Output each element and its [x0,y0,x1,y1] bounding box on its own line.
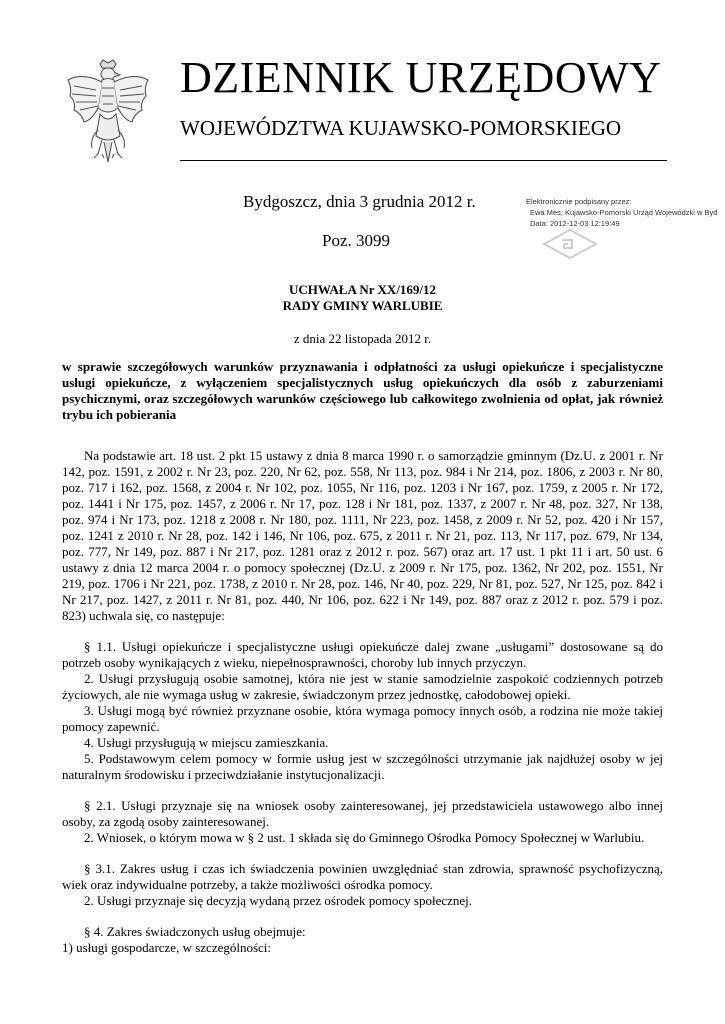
electronic-signature-block[interactable] [526,196,721,229]
resolution-date: z dnia 22 listopada 2012 r. [293,331,432,346]
section-1-3: 3. Usługi mogą być również przyznane osobie, która wymaga pomocy innych osób, a rodzina nie może takiej pomocy zapewnić. [62,703,663,734]
journal-subtitle: WOJEWÓDZTWA KUJAWSKO-POMORSKIEGO [180,116,622,140]
signature-stamp-icon [540,226,600,260]
section-1-5: 5. Podstawowym celem pomocy w formie usług jest w szczególności utrzymanie jak najdłużej osoby w jej naturalnym środowisku i przeciwdziałanie instytucjonalizacji. [62,751,663,782]
section-4-item-1: 1) usługi gospodarcze, w szczególności: [62,940,272,955]
resolution-council: RADY GMINY WARLUBIE [282,298,443,313]
place-date: Bydgoszcz, dnia 3 grudnia 2012 r. [243,192,476,211]
section-2-2: 2. Wniosek, o którym mowa w § 2 ust. 1 składa się do Gminnego Ośrodka Pomocy Społecznej w Warlubiu. [84,830,645,845]
document-body [62,448,663,956]
signature-date: Data: 2012-12-03 12:19:49 [530,219,620,228]
signature-signer: Ewa Mes; Kujawsko-Pomorski Urząd Wojewódzki w Byd [530,208,718,217]
section-3-1: § 3.1. Zakres usług i czas ich świadczenia powinien uwzględniać stan zdrowia, sprawność psychofizyczną, wiek oraz indywidualne potrzeby, a także możliwości ośrodka pomocy. [62,861,663,892]
header-divider [180,160,667,161]
section-1-1: § 1.1. Usługi opiekuńcze i specjalistyczne usługi opiekuńcze dalej zwane „usługami” dostosowane są do potrzeb osoby wynikających z wieku, niepełnosprawności, choroby lub innych przyczyn. [62,639,663,670]
preamble-paragraph: Na podstawie art. 18 ust. 2 pkt 15 ustawy z dnia 8 marca 1990 r. o samorządzie gminnym (Dz.U. z 2001 r. Nr 142, poz. 1591, z 2002 r. Nr 23, poz. 220, Nr 62, poz. 558, Nr 113, poz. 984 i Nr 214, poz. 1806, z 2003 r. Nr 80, poz. 717 i 162, poz. 1568, z 2004 r. Nr 102, poz. 1055, Nr 116, poz. 1203 i Nr 167, poz. 1759, z 2005 r. Nr 172, poz. 1441 i Nr 175, poz. 1457, z 2006 r. Nr 17, poz. 128 i Nr 181, poz. 1337, z 2007 r. Nr 48, poz. 327, Nr 138, poz. 974 i Nr 173, poz. 1218 z 2008 r. Nr 180, poz. 1111, Nr 223, poz. 1458, z 2009 r. Nr 52, poz. 420 i Nr 157, poz. 1241 z 2010 r. Nr 28, poz. 142 i 146, Nr 106, poz. 675, z 2011 r. Nr 21, poz. 113, Nr 117, poz. 679, Nr 134, poz. 777, Nr 149, poz. 887 i Nr 217, poz. 1281 oraz z 2012 r. poz. 567) oraz art. 17 ust. 1 pkt 11 i art. 50 ust. 6 ustawy z dnia 12 marca 2004 r. o pomocy społecznej (Dz.U. z 2009 r. Nr 175, poz. 1362, Nr 202, poz. 1551, Nr 219, poz. 1706 i Nr 221, poz. 1738, z 2010 r. Nr 28, poz. 146, Nr 40, poz. 229, Nr 81, poz. 527, Nr 125, poz. 842 i Nr 217, poz. 1427, z 2011 r. Nr 81, poz. 440, Nr 106, poz. 622 i Nr 149, poz. 887 oraz z 2012 r. poz. 579 i poz. 823) uchwala się, co następuje: [62,448,663,623]
position-number: Poz. 3099 [322,231,390,250]
resolution-number: UCHWAŁA Nr XX/169/12 [288,282,437,297]
signature-caption: Elektronicznie podpisany przez: [526,197,632,206]
section-3-2: 2. Usługi przyznaje się decyzją wydaną przez ośrodek pomocy społecznej. [84,893,473,908]
section-1-4: 4. Usługi przysługują w miejscu zamieszkania. [84,735,329,750]
resolution-subject: w sprawie szczegółowych warunków przyznawania i odpłatności za usługi opiekuńcze i specjalistyczne usługi opiekuńcze, z wyłączeniem specjalistycznych usług opiekuńczych dla osób z zaburzeniami psychicznymi, oraz szczegółowych warunków częściowego lub całkowitego zwolnienia od opłat, jak również trybu ich pobierania [62,359,663,422]
section-1-2: 2. Usługi przysługują osobie samotnej, która nie jest w stanie samodzielnie zaspokoić codziennych potrzeb życiowych, ale nie wymaga usług w zakresie, świadczonym przez jednostkę, całodobowej opieki. [62,671,663,702]
polish-eagle-emblem-icon [62,58,154,168]
section-4: § 4. Zakres świadczonych usług obejmuje: [84,924,306,939]
journal-title: DZIENNIK URZĘDOWY [180,53,662,102]
section-2-1: § 2.1. Usługi przyznaje się na wniosek osoby zainteresowanej, jej przedstawiciela ustawowego albo innej osoby, za zgodą osoby zainteresowanej. [62,798,663,829]
resolution-title [0,282,725,314]
